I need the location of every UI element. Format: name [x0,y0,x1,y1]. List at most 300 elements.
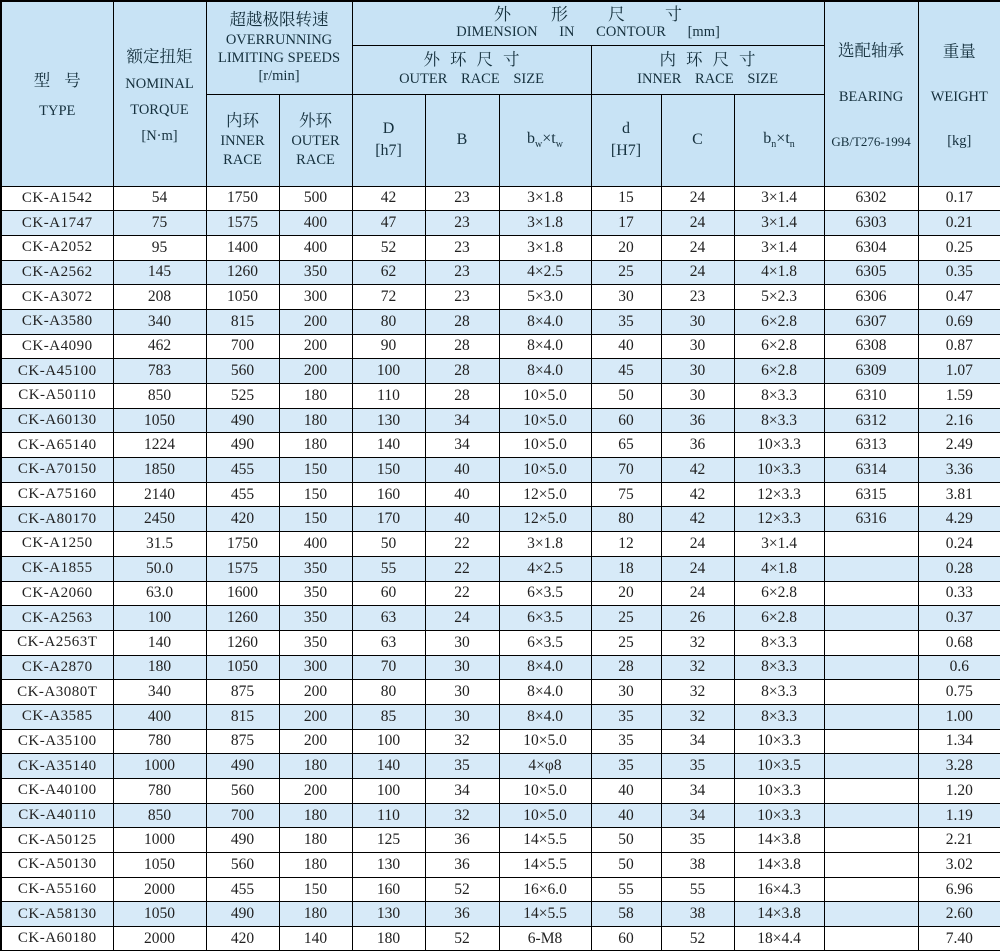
cell-torque: 1000 [113,828,206,853]
cell-bn-tn: 14×3.8 [734,902,824,927]
cell-weight: 1.00 [918,704,1000,729]
cell-d: 50 [591,384,661,409]
cell-outer-speed: 350 [279,581,352,606]
table-row [1,606,1000,631]
cell-bw-tw: 10×5.0 [499,729,591,754]
cell-B: 40 [425,482,499,507]
cell-D: 130 [352,408,425,433]
cell-bw-tw: 5×3.0 [499,285,591,310]
cell-outer-speed: 180 [279,433,352,458]
col-header-d [591,94,661,186]
table-row [1,285,1000,310]
cell-B: 30 [425,655,499,680]
cell-C: 23 [661,285,734,310]
cell-outer-speed: 200 [279,359,352,384]
cell-C: 32 [661,680,734,705]
col-header-D [352,94,425,186]
cell-B: 23 [425,260,499,285]
cell-inner-speed: 1750 [206,532,279,557]
cell-inner-speed: 700 [206,334,279,359]
d-tolerance: [H7] [610,142,642,159]
cell-outer-speed: 180 [279,853,352,878]
cell-weight: 3.02 [918,853,1000,878]
cell-bearing: 6312 [824,408,918,433]
cell-C: 38 [661,902,734,927]
cell-d: 25 [591,606,661,631]
cell-bearing [824,655,918,680]
cell-bw-tw: 8×4.0 [499,334,591,359]
table-header [1,1,1000,186]
cell-D: 90 [352,334,425,359]
col-header-C [661,94,734,186]
table-row [1,384,1000,409]
cell-bn-tn: 14×3.8 [734,853,824,878]
cell-weight: 3.81 [918,482,1000,507]
col-header-bn-tn [734,94,824,186]
cell-d: 40 [591,334,661,359]
speeds-label-zh: 超越极限转速 [229,10,329,30]
cell-d: 28 [591,655,661,680]
cell-B: 30 [425,630,499,655]
cell-inner-speed: 560 [206,359,279,384]
cell-torque: 1050 [113,902,206,927]
cell-bw-tw: 10×5.0 [499,458,591,483]
col-header-B [425,94,499,186]
cell-D: 72 [352,285,425,310]
weight-unit: [kg] [947,132,972,149]
cell-bearing: 6310 [824,384,918,409]
cell-torque: 95 [113,235,206,260]
cell-D: 150 [352,458,425,483]
cell-C: 24 [661,581,734,606]
cell-bw-tw: 10×5.0 [499,384,591,409]
weight-label-zh: 重量 [942,41,976,61]
cell-inner-speed: 420 [206,927,279,951]
cell-d: 40 [591,779,661,804]
cell-C: 34 [661,729,734,754]
cell-weight: 1.59 [918,384,1000,409]
cell-bw-tw: 4×2.5 [499,556,591,581]
cell-type: CK-A1855 [1,556,113,581]
cell-B: 52 [425,927,499,951]
cell-inner-speed: 700 [206,803,279,828]
cell-D: 42 [352,186,425,211]
cell-torque: 340 [113,309,206,334]
cell-bn-tn: 14×3.8 [734,828,824,853]
cell-bw-tw: 10×5.0 [499,408,591,433]
inner-race-size-en: INNER RACE SIZE [637,71,778,88]
cell-torque: 1224 [113,433,206,458]
cell-D: 47 [352,211,425,236]
cell-C: 24 [661,532,734,557]
cell-bn-tn: 10×3.3 [734,803,824,828]
cell-B: 28 [425,359,499,384]
cell-bw-tw: 10×5.0 [499,803,591,828]
cell-B: 23 [425,186,499,211]
cell-torque: 850 [113,803,206,828]
cell-D: 63 [352,630,425,655]
cell-outer-speed: 300 [279,655,352,680]
cell-inner-speed: 1400 [206,235,279,260]
cell-bn-tn: 10×3.5 [734,754,824,779]
cell-type: CK-A35140 [1,754,113,779]
inner-race-size-zh: 内环尺寸 [659,50,766,70]
cell-outer-speed: 200 [279,729,352,754]
cell-B: 22 [425,556,499,581]
cell-weight: 0.75 [918,680,1000,705]
cell-d: 65 [591,433,661,458]
cell-torque: 75 [113,211,206,236]
cell-bearing: 6316 [824,507,918,532]
cell-bw-tw: 10×5.0 [499,433,591,458]
speeds-label-en1: OVERRUNNING [225,31,333,48]
cell-d: 55 [591,877,661,902]
cell-D: 130 [352,902,425,927]
cell-C: 24 [661,186,734,211]
cell-d: 35 [591,729,661,754]
cell-bw-tw: 4×φ8 [499,754,591,779]
cell-weight: 0.28 [918,556,1000,581]
cell-B: 32 [425,803,499,828]
table-row [1,482,1000,507]
cell-bw-tw: 3×1.8 [499,532,591,557]
cell-D: 180 [352,927,425,951]
cell-weight: 0.21 [918,211,1000,236]
cell-outer-speed: 150 [279,507,352,532]
table-row [1,877,1000,902]
cell-D: 63 [352,606,425,631]
cell-bw-tw: 14×5.5 [499,828,591,853]
cell-inner-speed: 560 [206,853,279,878]
cell-bn-tn: 6×2.8 [734,334,824,359]
cell-bearing: 6303 [824,211,918,236]
cell-outer-speed: 400 [279,532,352,557]
cell-weight: 0.33 [918,581,1000,606]
cell-weight: 3.36 [918,458,1000,483]
cell-B: 23 [425,211,499,236]
cell-C: 42 [661,507,734,532]
cell-torque: 31.5 [113,532,206,557]
cell-B: 22 [425,532,499,557]
cell-bearing [824,853,918,878]
cell-d: 45 [591,359,661,384]
cell-B: 30 [425,704,499,729]
cell-bearing [824,927,918,951]
cell-outer-speed: 150 [279,458,352,483]
cell-type: CK-A3585 [1,704,113,729]
cell-d: 25 [591,630,661,655]
cell-type: CK-A35100 [1,729,113,754]
table-row [1,803,1000,828]
col-header-outer-race-size [352,45,591,94]
cell-inner-speed: 525 [206,384,279,409]
cell-type: CK-A80170 [1,507,113,532]
cell-bn-tn: 6×2.8 [734,309,824,334]
cell-weight: 0.6 [918,655,1000,680]
cell-C: 32 [661,630,734,655]
cell-torque: 2000 [113,877,206,902]
cell-d: 35 [591,309,661,334]
cell-bearing: 6314 [824,458,918,483]
cell-B: 28 [425,309,499,334]
inner-speed-zh: 内环 [226,111,259,131]
cell-bw-tw: 8×4.0 [499,680,591,705]
cell-d: 60 [591,927,661,951]
cell-B: 23 [425,235,499,260]
cell-torque: 1850 [113,458,206,483]
cell-C: 34 [661,779,734,804]
cell-bn-tn: 4×1.8 [734,556,824,581]
torque-label-en1: NOMINAL [125,75,194,92]
cell-outer-speed: 200 [279,334,352,359]
table-row [1,556,1000,581]
cell-d: 40 [591,803,661,828]
cell-torque: 54 [113,186,206,211]
col-header-type [1,1,113,186]
col-header-bearing [824,1,918,186]
cell-torque: 400 [113,704,206,729]
col-header-dimension [352,1,824,45]
cell-type: CK-A3080T [1,680,113,705]
cell-bw-tw: 8×4.0 [499,309,591,334]
cell-D: 52 [352,235,425,260]
cell-inner-speed: 1750 [206,186,279,211]
cell-bn-tn: 8×3.3 [734,384,824,409]
cell-B: 34 [425,433,499,458]
cell-weight: 2.49 [918,433,1000,458]
table-row [1,334,1000,359]
col-header-outer-speed [279,94,352,186]
cell-bw-tw: 14×5.5 [499,902,591,927]
cell-inner-speed: 455 [206,877,279,902]
cell-bw-tw: 12×5.0 [499,507,591,532]
cell-d: 58 [591,902,661,927]
cell-inner-speed: 1575 [206,211,279,236]
C-symbol: C [692,131,703,149]
cell-D: 160 [352,877,425,902]
cell-type: CK-A3580 [1,309,113,334]
table-row [1,927,1000,951]
cell-D: 100 [352,779,425,804]
col-header-torque [113,1,206,186]
bearing-standard: GB/T276-1994 [831,134,911,150]
cell-inner-speed: 1050 [206,285,279,310]
cell-bn-tn: 12×3.3 [734,507,824,532]
cell-D: 55 [352,556,425,581]
cell-D: 130 [352,853,425,878]
cell-d: 80 [591,507,661,532]
cell-bearing [824,729,918,754]
cell-type: CK-A2060 [1,581,113,606]
cell-torque: 780 [113,779,206,804]
cell-outer-speed: 150 [279,877,352,902]
type-label-en: TYPE [39,103,76,120]
cell-d: 75 [591,482,661,507]
cell-weight: 4.29 [918,507,1000,532]
cell-outer-speed: 200 [279,704,352,729]
cell-weight: 0.35 [918,260,1000,285]
cell-bn-tn: 5×2.3 [734,285,824,310]
cell-outer-speed: 200 [279,779,352,804]
cell-B: 36 [425,828,499,853]
cell-weight: 1.34 [918,729,1000,754]
cell-B: 36 [425,853,499,878]
cell-type: CK-A55160 [1,877,113,902]
cell-D: 160 [352,482,425,507]
bearing-label-zh: 选配轴承 [838,41,905,61]
cell-d: 50 [591,828,661,853]
cell-inner-speed: 1260 [206,260,279,285]
cell-bn-tn: 6×2.8 [734,359,824,384]
table-row [1,309,1000,334]
cell-B: 35 [425,754,499,779]
cell-bn-tn: 3×1.4 [734,532,824,557]
cell-D: 80 [352,309,425,334]
cell-weight: 1.20 [918,779,1000,804]
cell-bearing [824,556,918,581]
cell-torque: 100 [113,606,206,631]
cell-outer-speed: 500 [279,186,352,211]
cell-bn-tn: 6×2.8 [734,581,824,606]
cell-bearing [824,680,918,705]
cell-bn-tn: 3×1.4 [734,235,824,260]
cell-type: CK-A1542 [1,186,113,211]
bn-tn-symbol: $b_n\times t_n$ [763,130,795,151]
bw-tw-symbol: $b_w\times t_w$ [527,130,563,151]
cell-d: 50 [591,853,661,878]
cell-inner-speed: 560 [206,779,279,804]
table-row [1,532,1000,557]
cell-C: 42 [661,482,734,507]
cell-type: CK-A70150 [1,458,113,483]
cell-torque: 1000 [113,754,206,779]
cell-inner-speed: 1600 [206,581,279,606]
cell-inner-speed: 1260 [206,630,279,655]
cell-weight: 0.87 [918,334,1000,359]
cell-D: 85 [352,704,425,729]
cell-bn-tn: 8×3.3 [734,408,824,433]
cell-outer-speed: 180 [279,828,352,853]
cell-d: 15 [591,186,661,211]
table-row [1,729,1000,754]
cell-bw-tw: 3×1.8 [499,235,591,260]
cell-weight: 2.16 [918,408,1000,433]
cell-weight: 1.07 [918,359,1000,384]
cell-outer-speed: 180 [279,408,352,433]
cell-type: CK-A45100 [1,359,113,384]
cell-weight: 0.47 [918,285,1000,310]
outer-race-size-en: OUTER RACE SIZE [399,71,544,88]
cell-outer-speed: 400 [279,211,352,236]
cell-C: 42 [661,458,734,483]
cell-D: 62 [352,260,425,285]
cell-bearing: 6307 [824,309,918,334]
cell-type: CK-A50110 [1,384,113,409]
cell-C: 35 [661,828,734,853]
table-row [1,186,1000,211]
cell-weight: 0.37 [918,606,1000,631]
cell-B: 28 [425,384,499,409]
cell-inner-speed: 490 [206,433,279,458]
cell-bn-tn: 8×3.3 [734,704,824,729]
cell-torque: 208 [113,285,206,310]
table-row [1,754,1000,779]
cell-type: CK-A2563T [1,630,113,655]
cell-inner-speed: 815 [206,309,279,334]
outer-speed-en1: OUTER [291,132,340,149]
cell-C: 35 [661,754,734,779]
cell-type: CK-A2052 [1,235,113,260]
cell-inner-speed: 455 [206,458,279,483]
cell-torque: 783 [113,359,206,384]
cell-C: 38 [661,853,734,878]
cell-bearing [824,803,918,828]
cell-outer-speed: 350 [279,606,352,631]
cell-torque: 180 [113,655,206,680]
table-row [1,359,1000,384]
cell-bearing [824,779,918,804]
cell-C: 32 [661,655,734,680]
cell-bn-tn: 10×3.3 [734,779,824,804]
cell-B: 36 [425,902,499,927]
torque-unit: [N·m] [141,127,178,144]
cell-inner-speed: 1575 [206,556,279,581]
cell-bw-tw: 6-M8 [499,927,591,951]
cell-B: 52 [425,877,499,902]
cell-bn-tn: 4×1.8 [734,260,824,285]
cell-type: CK-A75160 [1,482,113,507]
cell-bearing: 6306 [824,285,918,310]
cell-bn-tn: 8×3.3 [734,680,824,705]
cell-torque: 2000 [113,927,206,951]
torque-label-zh: 额定扭矩 [126,46,193,66]
cell-C: 30 [661,309,734,334]
cell-outer-speed: 200 [279,680,352,705]
cell-inner-speed: 490 [206,828,279,853]
cell-bw-tw: 16×6.0 [499,877,591,902]
cell-d: 30 [591,285,661,310]
cell-bn-tn: 10×3.3 [734,729,824,754]
cell-D: 100 [352,729,425,754]
cell-C: 30 [661,334,734,359]
cell-d: 12 [591,532,661,557]
dimension-label-zh: 外形尺寸 [494,4,723,24]
table-body [1,186,1000,951]
table-row [1,581,1000,606]
outer-race-size-zh: 外环尺寸 [423,50,530,70]
cell-D: 100 [352,359,425,384]
cell-C: 30 [661,359,734,384]
cell-C: 24 [661,260,734,285]
cell-outer-speed: 180 [279,902,352,927]
table-row [1,704,1000,729]
cell-inner-speed: 875 [206,680,279,705]
cell-weight: 3.28 [918,754,1000,779]
cell-weight: 0.69 [918,309,1000,334]
speeds-unit: [r/min] [258,68,300,85]
cell-torque: 2140 [113,482,206,507]
cell-B: 40 [425,507,499,532]
table-row [1,853,1000,878]
table-row [1,458,1000,483]
cell-bn-tn: 3×1.4 [734,211,824,236]
cell-D: 140 [352,754,425,779]
cell-outer-speed: 180 [279,754,352,779]
cell-outer-speed: 200 [279,309,352,334]
cell-d: 20 [591,581,661,606]
cell-torque: 780 [113,729,206,754]
cell-weight: 2.21 [918,828,1000,853]
